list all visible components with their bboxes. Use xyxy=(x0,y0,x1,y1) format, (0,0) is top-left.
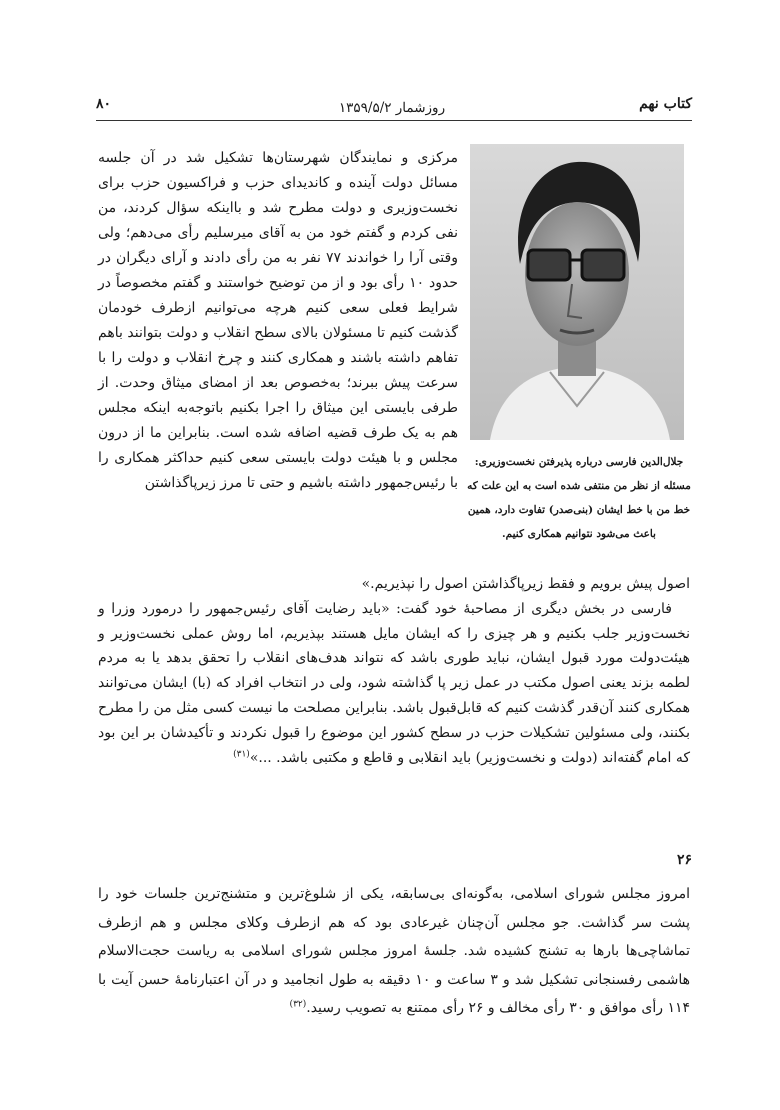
diary-date: روزشمار ۱۳۵۹/۵/۲ xyxy=(338,100,446,116)
quote-block xyxy=(98,572,690,770)
running-header xyxy=(96,94,692,121)
quote-paragraph xyxy=(98,597,690,771)
book-title: کتاب نهم xyxy=(639,96,692,112)
footnote-ref-32[interactable]: (۳۲) xyxy=(289,999,307,1010)
portrait-image xyxy=(470,144,684,440)
quote-paragraph-text: فارسی در بخش دیگری از مصاحبهٔ خود گفت: «باید رضایت آقای رئیس‌جمهور را درمورد وزرا و نخست‌وزیر جلب بکنیم و هر چیزی را که ایشان مایل هستند بپذیریم، اما روش عملی نخست‌وزیر و هیئت‌دولت مورد قبول ایشان، نباید طوری باشد که نتواند هدف‌های انقلاب را تحقق بدهد یا به مردم لطمه بزند یعنی اصول مکتب در عمل زیر پا گذاشته شود، ولی در انتخاب افراد که (با) ایشان می‌توانند همکاری کنند آن‌قدر گذشت کنیم که قابل‌قبول باشد. بنابراین مصلحت ما نیست کسی مثل من را مطرح بکنند، ولی مسئولین تشکیلات حزب در سطح کشور این موضوع را قبول نکردند و تأکیدشان بر این بود که امام گفته‌اند (دولت و نخست‌وزیر) باید انقلابی و قاطع و مکتبی باشد. ...» xyxy=(98,600,691,766)
column-paragraph: مرکزی و نمایندگان شهرستان‌ها تشکیل شد در آن جلسه مسائل دولت آینده و کاندیدای حزب و فراکسیون حزب برای نخست‌وزیری و دولت مطرح شد و بااینکه سؤال کردند، من نفی کردم و گفتم خود من به آقای میرسلیم رأی می‌دهم؛ ولی وقتی آرا را خواندند ۷۷ نفر به من رأی دادند و آرای دیگران در حدود ۱۰ رأی بود و از من توضیح خواستند و گفتم مخصوصاً در شرایط فعلی سعی کنیم هرچه می‌توانیم ازطرف خودمان گذشت کنیم تا مسئولان بالای سطح انقلاب و دولت بتوانند باهم تفاهم داشته باشند و همکاری کنند و چرخ انقلاب و دولت را با سرعت پیش ببرند؛ به‌خصوص بعد از امضای میثاق وحدت. از طرفی بایستی این میثاق را اجرا بکنیم باتوجه‌به اینکه مجلس هم به یک طرف قضیه اضافه شده است. بنابراین ما از درون مجلس و با هیئت دولت بایستی سعی کنیم حداکثر همکاری را با رئیس‌جمهور داشته باشیم و حتی تا مرز زیرپاگذاشتن xyxy=(98,150,459,491)
footnote-ref-31[interactable]: (۳۱) xyxy=(233,748,250,759)
section-26-text xyxy=(98,880,690,1023)
column-continuation: اصول پیش برویم و فقط زیرپاگذاشتن اصول را نپذیریم.» xyxy=(361,576,690,592)
page-number: ۸۰ xyxy=(96,96,112,112)
section-number: ۲۶ xyxy=(676,852,692,868)
column-text xyxy=(98,146,458,496)
section-paragraph-text: امروز مجلس شورای اسلامی، به‌گونه‌ای بی‌سابقه، یکی از شلوغ‌ترین و متشنج‌ترین جلسات خود را پشت سر گذاشت. جو مجلس آن‌چنان غیرعادی بود که هم ازطرف وکلای مجلس و هم ازطرف تماشاچی‌ها بارها به تشنج کشیده شد. جلسهٔ امروز مجلس شورای اسلامی به ریاست حجت‌الاسلام هاشمی رفسنجانی تشکیل شد و ۳ ساعت و ۱۰ دقیقه به طول انجامید و در آن اعتبارنامهٔ حسن آیت با ۱۱۴ رأی موافق و ۳۰ رأی مخالف و ۲۶ رأی ممتنع به تصویب رسید. xyxy=(98,886,690,1016)
photo-caption: جلال‌الدین فارسی درباره پذیرفتن نخست‌وزیری: مسئله از نظر من منتفی شده است به این علت که خط من با خط ایشان (بنی‌صدر) تفاوت دارد، همین باعث می‌شود نتوانیم همکاری کنیم. xyxy=(467,456,691,540)
portrait-photo xyxy=(470,144,684,440)
section-paragraph xyxy=(98,880,690,1023)
